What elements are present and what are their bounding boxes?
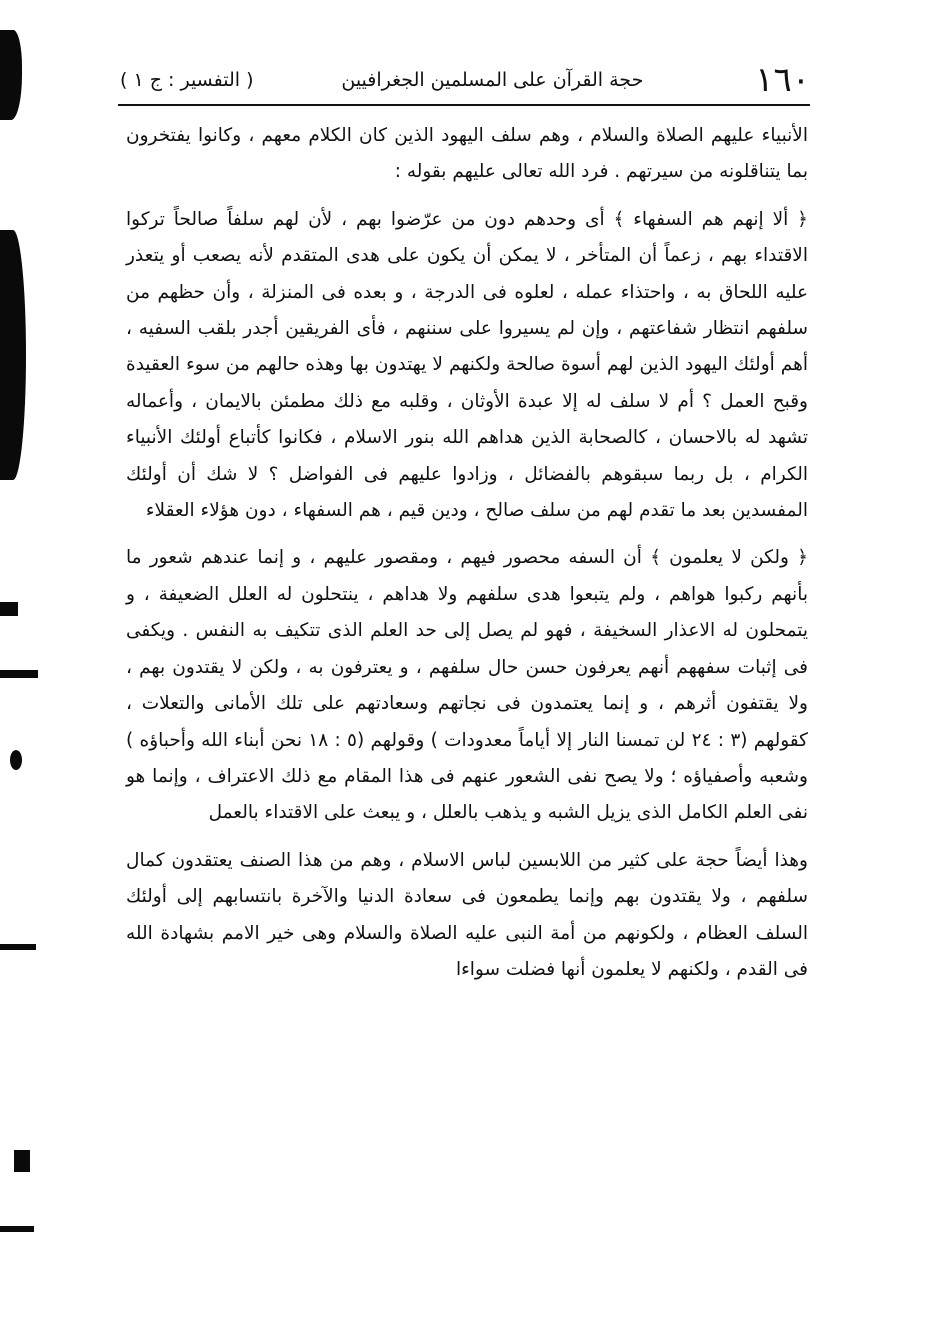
page-number: ١٦٠ [755,60,810,100]
page-edge-mark [10,750,22,770]
paragraph: ﴿ ولكن لا يعلمون ﴾ أن السفه محصور فيهم ، ومقصور عليهم ، و إنما عندهم شعور ما بأنهم ركبوا هواهم ، ولم يتبعوا هدى سلفهم ولا هداهم ، ينتحلون له العلل الضعيفة ، و يتمحلون له الاعذار السخيفة ، فهو لم يصل إلى حد العلم الذى تتكيف به النفس . ويكفى فى إثبات سفههم أنهم يعرفون حسن حال سلفهم ، و يعترفون به ، ولكن لا يقتدون بهم ، ولا يقتفون أثرهم ، و إنما يعتمدون فى نجاتهم وسعادتهم على تلك الأمانى والتعلات ، كقولهم (٣ : ٢٤ لن تمسنا النار إلا أياماً معدودات ) وقولهم (٥ : ١٨ نحن أبناء الله وأحباؤه ) وشعبه وأصفياؤه ؛ ولا يصح نفى الشعور عنهم فى هذا المقام مع ذلك الاعتراف ، وإنما هو نفى العلم الكامل الذى يزيل الشبه و يذهب بالعلل ، و يبعث على الاقتداء بالعمل [126,547,808,824]
page-edge-mark [0,944,36,950]
volume-label: ( التفسير : ج ١ ) [120,69,254,91]
page-header [120,58,810,102]
body-text [126,118,808,988]
paragraph: الأنبياء عليهم الصلاة والسلام ، وهم سلف اليهود الذين كان الكلام معهم ، وكانوا يفتخرون بما يتناقلونه من سيرتهم . فرد الله تعالى عليهم بقوله : [126,125,808,183]
page-edge-mark [14,1150,30,1172]
paragraph: وهذا أيضاً حجة على كثير من اللابسين لباس الاسلام ، وهم من هذا الصنف يعتقدون كمال سلفهم ، ولا يقتدون بهم وإنما يطمعون فى سعادة الدنيا والآخرة بانتسابهم إلى أولئك السلف العظام ، ولكونهم من أمة النبى عليه الصلاة والسلام وهى خير الامم بشهادة الله فى القدم ، ولكنهم لا يعلمون أنها فضلت سواءا [126,849,808,980]
page-edge-mark [0,1226,34,1232]
paragraph: ﴿ ألا إنهم هم السفهاء ﴾ أى وحدهم دون من عرّضوا بهم ، لأن لهم سلفاً صالحاً تركوا الاقتداء بهم ، زعماً أن المتأخر ، لا يمكن أن يكون على هدى المتقدم لأنه يصعب أو يتعذر عليه اللحاق به ، واحتذاء عمله ، لعلوه فى الدرجة ، و بعده فى المنزلة ، وأن حظهم من سلفهم انتظار شفاعتهم ، وإن لم يسيروا على سننهم ، فأى الفريقين أجدر بلقب السفيه ، أهم أولئك اليهود الذين لهم أسوة صالحة ولكنهم لا يهتدون بها وهذه حالهم من سوء العقيدة وقبح العمل ؟ أم لا سلف له إلا عبدة الأوثان ، وقلبه مع ذلك مطمئن بالايمان ، وأعماله تشهد له بالاحسان ، كالصحابة الذين هداهم الله بنور الاسلام ، فكانوا كأتباع أولئك الأنبياء الكرام ، بل ربما سبقوهم بالفضائل ، وزادوا عليهم فى الفواضل ؟ لا شك أن أولئك المفسدين بعد ما تقدم لهم من سلف صالح ، ودين قيم ، هم السفهاء ، دون هؤلاء العقلاء [126,208,808,522]
header-rule [118,104,810,106]
page-edge-mark [0,410,16,444]
page-edge-mark [0,30,22,120]
page-edge-mark [0,602,18,616]
running-title: حجة القرآن على المسلمين الجغرافيين [341,69,644,91]
page-edge-mark [0,670,38,678]
